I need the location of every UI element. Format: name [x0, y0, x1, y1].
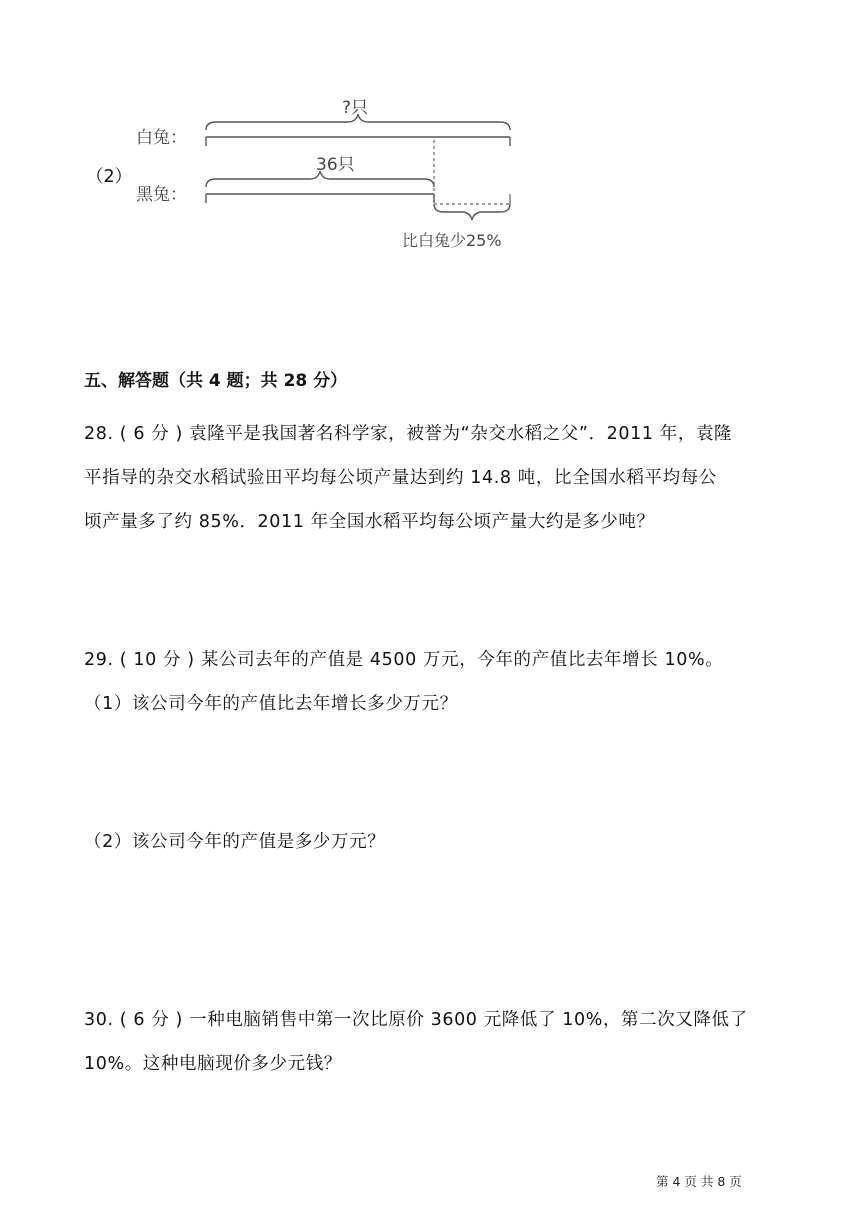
section-heading: 五、解答题（共 4 题；共 28 分） — [84, 371, 348, 391]
question-28-line-3: 顷产量多了约 85%．2011 年全国水稻平均每公顷产量大约是多少吨？ — [84, 512, 655, 532]
question-30-line-1: 30. ( 6 分 ) 一种电脑销售中第一次比原价 3600 元降低了 10%，第二次又降低了 — [84, 1010, 748, 1030]
rabbit-bar-diagram — [136, 96, 556, 256]
difference-note: 比白兔少25% — [402, 231, 502, 250]
white-rabbit-label: 白兔： — [136, 128, 187, 148]
page-number: 第 4 页 共 8 页 — [656, 1174, 742, 1189]
subquestion-2-label: （2） — [86, 167, 133, 187]
question-28-line-1: 28. ( 6 分 ) 袁隆平是我国著名科学家，被誉为“杂交水稻之父”．2011 年，袁隆 — [84, 424, 733, 444]
white-rabbit-bar — [206, 137, 510, 146]
difference-brace — [434, 204, 510, 220]
black-rabbit-quantity: 36只 — [316, 155, 355, 175]
question-29-sub-2: （2）该公司今年的产值是多少万元？ — [84, 832, 386, 852]
question-29-stem: 29. ( 10 分 ) 某公司去年的产值是 4500 万元，今年的产值比去年增长 10%。 — [84, 650, 724, 670]
question-28-line-2: 平指导的杂交水稻试验田平均每公顷产量达到约 14.8 吨，比全国水稻平均每公 — [84, 468, 717, 488]
question-29-sub-1: （1）该公司今年的产值比去年增长多少万元？ — [84, 694, 458, 714]
black-rabbit-label: 黑兔： — [136, 185, 187, 205]
difference-segment — [434, 194, 510, 204]
question-30-line-2: 10%。这种电脑现价多少元钱？ — [84, 1054, 342, 1074]
white-rabbit-quantity: ?只 — [342, 98, 369, 118]
black-rabbit-bar — [206, 194, 434, 203]
